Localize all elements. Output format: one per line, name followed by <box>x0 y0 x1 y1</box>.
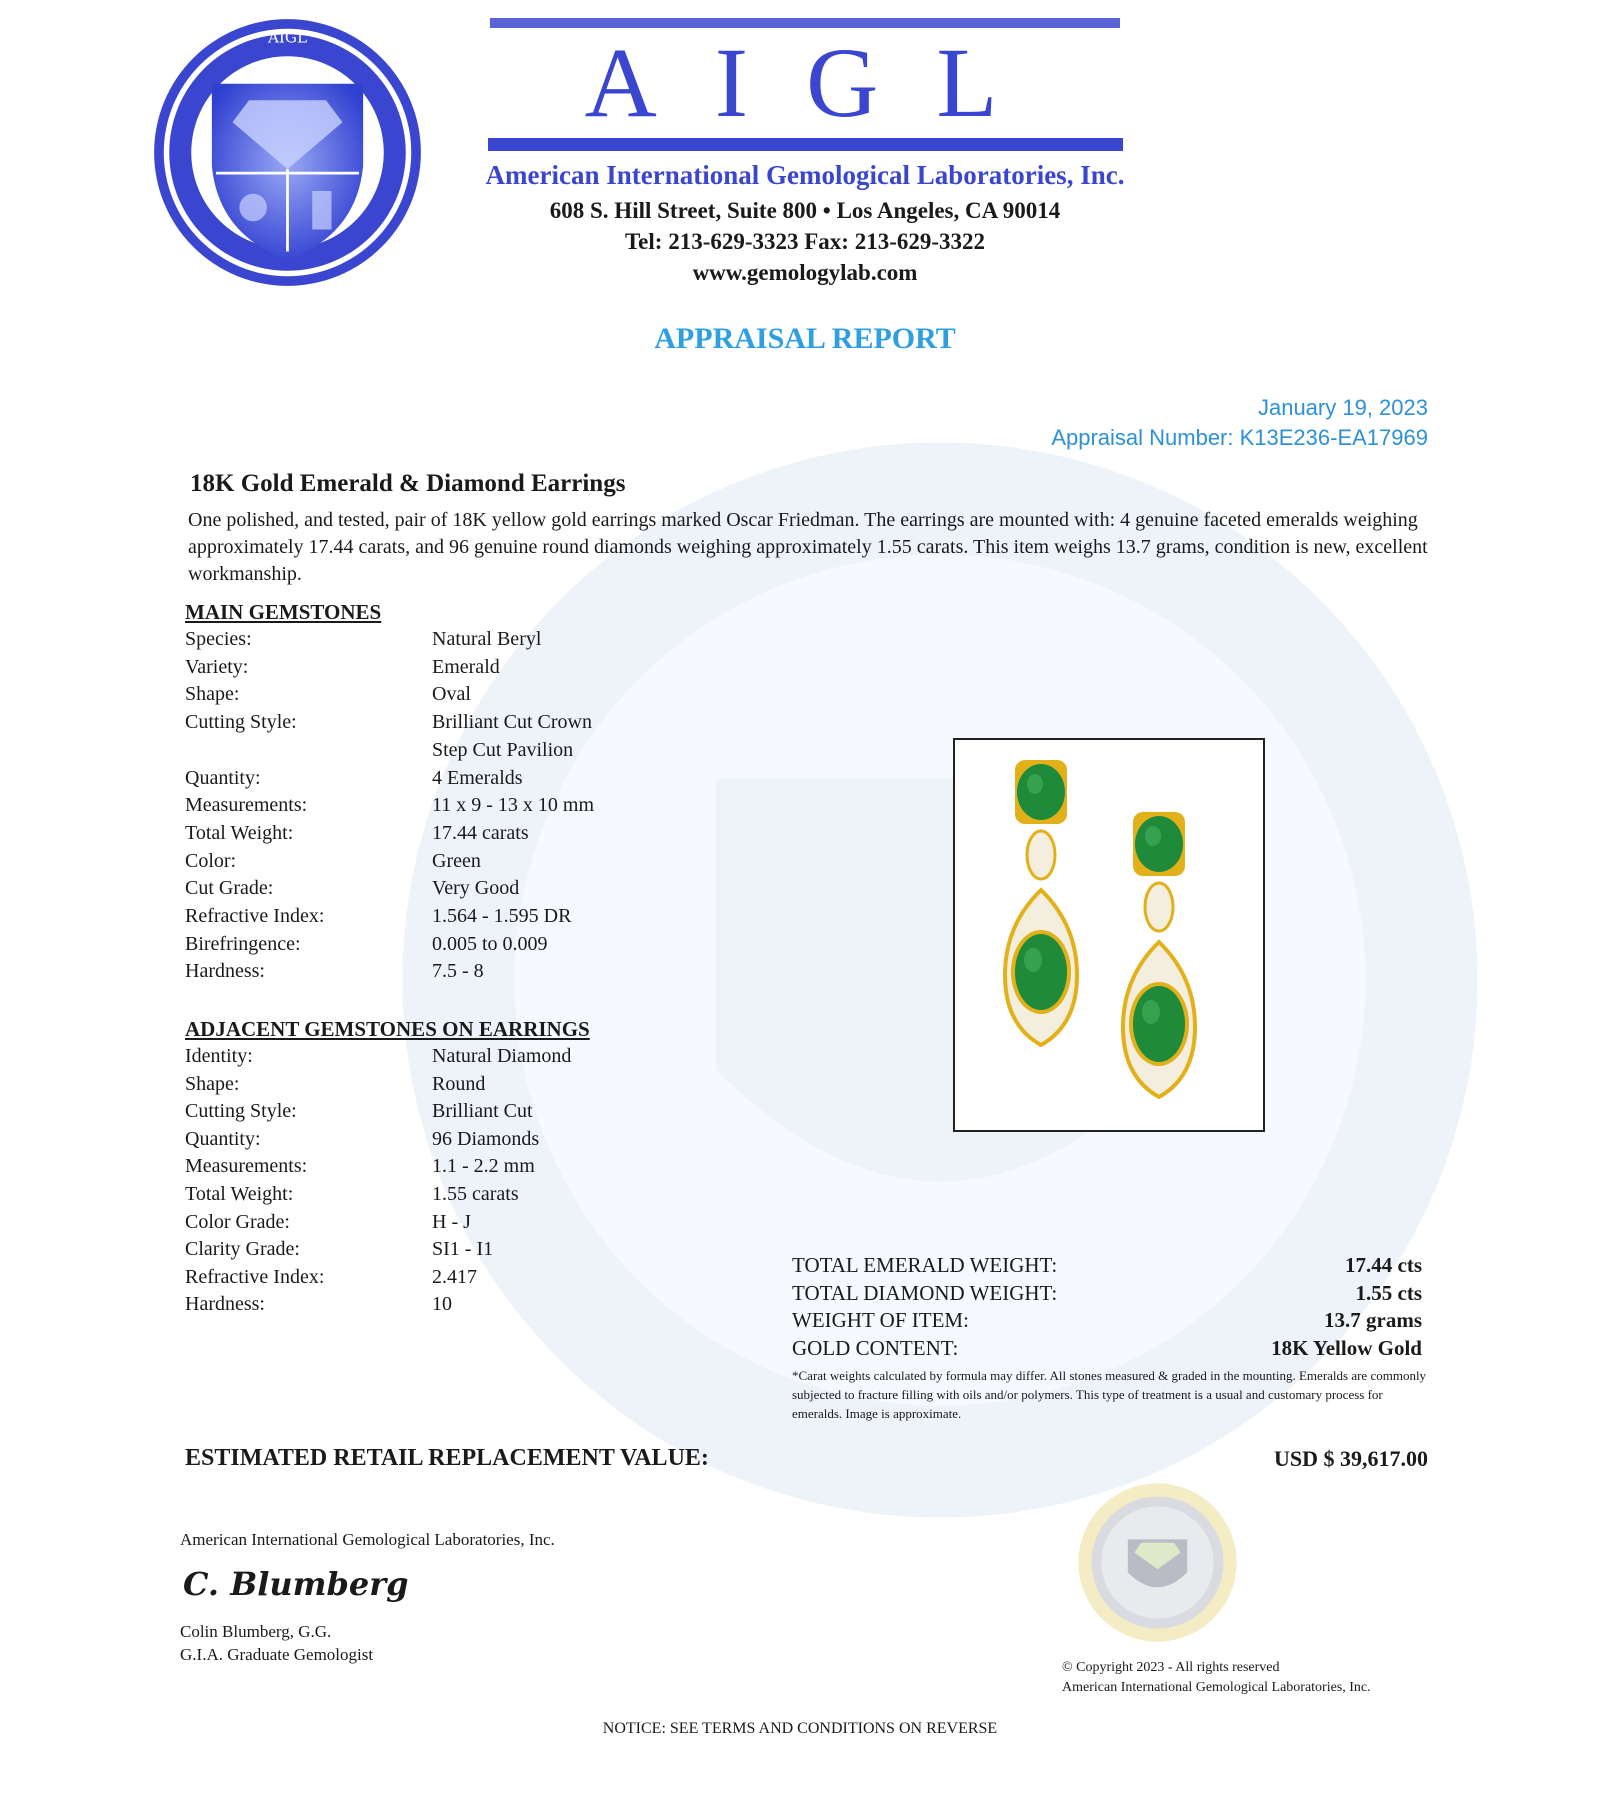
main-gemstone-value: 1.564 - 1.595 DR <box>432 905 572 927</box>
total-row <box>792 1253 1422 1281</box>
adjacent-gemstone-label: Refractive Index: <box>185 1265 325 1288</box>
adjacent-gemstone-value: SI1 - I1 <box>432 1238 494 1261</box>
signer-name: Colin Blumberg, G.G. <box>180 1622 332 1641</box>
total-label: WEIGHT OF ITEM: <box>792 1308 969 1332</box>
main-gemstone-value: 4 Emeralds <box>432 766 523 789</box>
adjacent-gemstone-value: 10 <box>432 1293 452 1316</box>
adjacent-gemstone-row <box>185 1155 705 1183</box>
adjacent-gemstone-label: Measurements: <box>185 1155 308 1178</box>
adjacent-gemstone-label: Clarity Grade: <box>185 1238 300 1261</box>
total-row <box>792 1336 1422 1364</box>
adjacent-gemstone-row <box>185 1266 705 1294</box>
valuation-label: ESTIMATED RETAIL REPLACEMENT VALUE: <box>185 1445 709 1471</box>
main-gemstone-value: Very Good <box>432 877 520 900</box>
adjacent-gemstone-value: 1.1 - 2.2 mm <box>432 1155 535 1178</box>
copyright: © Copyright 2023 - All rights reserved <box>1062 1660 1280 1675</box>
main-gemstone-row <box>185 960 705 988</box>
main-gemstone-value: 11 x 9 - 13 x 10 mm <box>432 794 595 817</box>
adjacent-gemstone-value: 2.417 <box>432 1265 477 1288</box>
signoff-company: American International Gemological Laboratories, Inc. <box>180 1530 555 1549</box>
adjacent-gemstone-row <box>185 1045 705 1073</box>
brand-logo-text: AIGL <box>584 27 1056 138</box>
adjacent-gemstone-value: Natural Diamond <box>432 1045 572 1067</box>
adjacent-gemstone-row <box>185 1100 705 1128</box>
main-gemstone-label: Birefringence: <box>185 932 301 955</box>
aigl-seal-logo <box>150 15 425 290</box>
main-gemstone-value: Brilliant Cut Crown <box>432 711 592 734</box>
seal-text: AIGL <box>268 28 307 47</box>
main-gemstone-label: Cut Grade: <box>185 877 274 900</box>
adjacent-gemstones-heading: ADJACENT GEMSTONES ON EARRINGS <box>185 1017 590 1041</box>
adjacent-gemstone-label: Cutting Style: <box>185 1100 297 1123</box>
main-gemstone-label: Species: <box>185 628 252 650</box>
main-gemstone-value: Step Cut Pavilion <box>432 738 574 761</box>
main-gemstone-label: Total Weight: <box>185 821 294 844</box>
main-gemstone-label: Cutting Style: <box>185 711 297 734</box>
main-gemstone-row <box>185 711 705 739</box>
earrings-illustration <box>955 740 1263 1130</box>
main-gemstone-label: Hardness: <box>185 960 265 983</box>
total-row <box>792 1281 1422 1309</box>
signature: C. Blumberg <box>183 1565 409 1603</box>
total-label: GOLD CONTENT: <box>792 1335 959 1360</box>
main-gemstone-value: 0.005 to 0.009 <box>432 932 548 955</box>
main-gemstone-value: Green <box>432 849 481 872</box>
main-gemstone-row <box>185 794 705 822</box>
report-title: APPRAISAL REPORT <box>654 322 956 355</box>
total-label: TOTAL DIAMOND WEIGHT: <box>792 1280 1058 1305</box>
adjacent-gemstone-row <box>185 1238 705 1266</box>
adjacent-gemstone-label: Color Grade: <box>185 1210 290 1233</box>
main-gemstone-row <box>185 767 705 795</box>
company-phone: Tel: 213-629-3323 Fax: 213-629-3322 <box>624 229 986 254</box>
adjacent-gemstone-label: Identity: <box>185 1045 253 1067</box>
main-gemstone-row <box>185 850 705 878</box>
adjacent-gemstone-label: Total Weight: <box>185 1183 294 1205</box>
valuation-value: USD $ 39,617.00 <box>1273 1446 1428 1471</box>
main-gemstone-label: Refractive Index: <box>185 905 325 927</box>
main-gemstone-row <box>185 822 705 850</box>
appraisal-number: Appraisal Number: K13E236-EA17969 <box>1051 425 1428 450</box>
main-gemstone-row <box>185 739 705 767</box>
company-website[interactable]: www.gemologylab.com <box>692 260 918 285</box>
main-gemstone-row <box>185 656 705 684</box>
main-gemstone-label: Measurements: <box>185 794 308 817</box>
main-gemstone-value: 7.5 - 8 <box>432 960 484 983</box>
total-value: 1.55 cts <box>1355 1280 1422 1305</box>
total-label: TOTAL EMERALD WEIGHT: <box>792 1253 1058 1277</box>
adjacent-gemstone-row <box>185 1293 705 1321</box>
adjacent-gemstone-value: Brilliant Cut <box>432 1100 533 1123</box>
footnote: *Carat weights calculated by formula may differ. All stones measured & graded in the mounting. Emeralds are commonly subjected to fracture filling with oils and/or polymers. This type of treatment is a usual and customary process for emeralds. Image is approximate. <box>792 1368 1427 1421</box>
main-gemstone-row <box>185 905 705 933</box>
adjacent-gemstone-label: Hardness: <box>185 1293 265 1316</box>
adjacent-gemstone-label: Quantity: <box>185 1127 261 1150</box>
total-value: 18K Yellow Gold <box>1271 1335 1422 1360</box>
total-value: 17.44 cts <box>1345 1253 1422 1277</box>
main-gemstone-row <box>185 933 705 961</box>
hologram-seal <box>1075 1480 1240 1645</box>
total-value: 13.7 grams <box>1324 1308 1422 1332</box>
terms-notice: NOTICE: SEE TERMS AND CONDITIONS ON REVERSE <box>602 1720 998 1737</box>
copyright-company: American International Gemological Laboratories, Inc. <box>1062 1680 1371 1695</box>
company-name: American International Gemological Laboratories, Inc. <box>485 160 1125 190</box>
adjacent-gemstone-value: Round <box>432 1072 486 1095</box>
main-gemstone-row <box>185 628 705 656</box>
main-gemstone-value: 17.44 carats <box>432 821 529 844</box>
main-gemstone-label: Quantity: <box>185 766 261 789</box>
adjacent-gemstone-row <box>185 1211 705 1239</box>
main-gemstone-row <box>185 683 705 711</box>
adjacent-gemstone-label: Shape: <box>185 1072 240 1095</box>
main-gemstone-value: Emerald <box>432 655 500 678</box>
adjacent-gemstone-row <box>185 1128 705 1156</box>
adjacent-gemstone-value: 1.55 carats <box>432 1183 519 1205</box>
main-gemstone-value: Natural Beryl <box>432 628 542 650</box>
adjacent-gemstone-row <box>185 1183 705 1211</box>
main-gemstones-heading: MAIN GEMSTONES <box>185 600 382 624</box>
main-gemstone-row <box>185 877 705 905</box>
signer-title: G.I.A. Graduate Gemologist <box>180 1645 374 1664</box>
main-gemstone-label: Variety: <box>185 655 249 678</box>
adjacent-gemstone-row <box>185 1073 705 1101</box>
item-title: 18K Gold Emerald & Diamond Earrings <box>190 470 626 497</box>
adjacent-gemstone-value: 96 Diamonds <box>432 1127 540 1150</box>
earrings-photo <box>953 738 1265 1132</box>
main-gemstone-label: Color: <box>185 849 237 872</box>
company-address: 608 S. Hill Street, Suite 800 • Los Angeles, CA 90014 <box>549 198 1061 223</box>
header-rule-bottom <box>488 138 1123 151</box>
main-gemstone-value: Oval <box>432 683 471 706</box>
report-date: January 19, 2023 <box>1257 395 1428 420</box>
total-row <box>792 1308 1422 1336</box>
main-gemstone-label: Shape: <box>185 683 240 706</box>
adjacent-gemstone-value: H - J <box>432 1210 471 1233</box>
item-description: One polished, and tested, pair of 18K yellow gold earrings marked Oscar Friedman. The earrings are mounted with: 4 genuine faceted emeralds weighing approximately 17.44 carats, and 96 genuine round diamonds weighing approximately 1.55 carats. This item weighs 13.7 grams, condition is new, excellent workmanship. <box>188 509 1428 585</box>
